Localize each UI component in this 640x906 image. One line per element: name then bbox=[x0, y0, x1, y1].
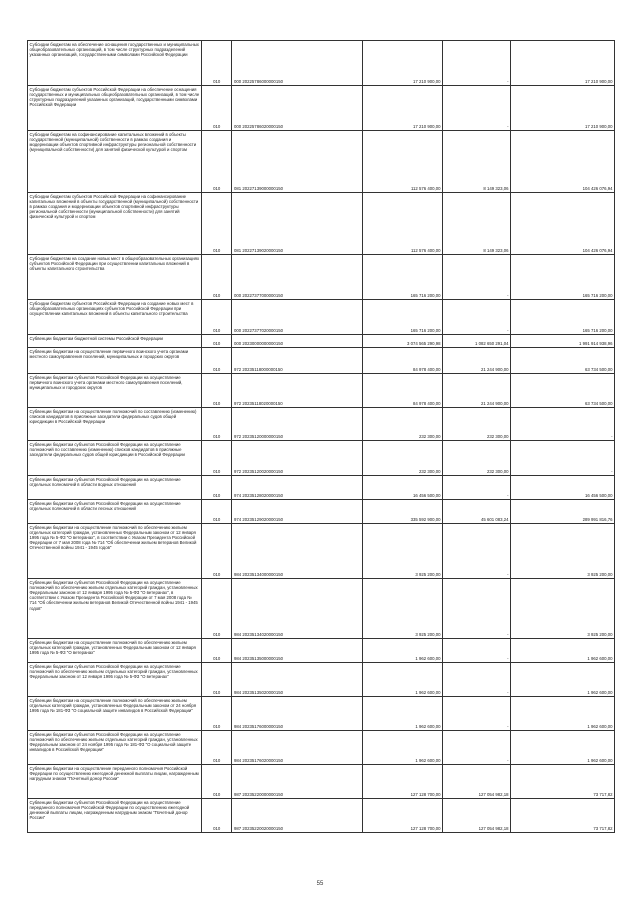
row-unexecuted: 289 991 816,76 bbox=[511, 500, 615, 524]
row-executed: - bbox=[443, 731, 511, 765]
row-unexecuted: 73 717,82 bbox=[511, 765, 615, 799]
table-row bbox=[28, 765, 615, 799]
row-name: Субвенции бюджетам на осуществление переданного полномочия Российской Федерации по осуществлению ежегодной денежной выплаты лицам, награжденным нагрудным знаком "Почетный донор России" bbox=[28, 765, 202, 799]
row-code: 010 bbox=[202, 193, 232, 255]
row-executed: 232 300,00 bbox=[443, 441, 511, 476]
row-approved: 16 456 500,00 bbox=[363, 476, 443, 500]
row-kbk: 984 20235176020000150 bbox=[232, 731, 363, 765]
row-name: Субвенции бюджетам субъектов Российской Федерации на осуществление отдельных полномочий в области лесных отношений bbox=[28, 500, 202, 524]
row-kbk: 984 20235134020000150 bbox=[232, 579, 363, 639]
row-executed: 1 082 650 291,04 bbox=[443, 335, 511, 348]
table-row bbox=[28, 639, 615, 663]
table-row bbox=[28, 335, 615, 348]
row-name: Субсидии бюджетам субъектов Российской Федерации на софинансирование капитальных вложений в объекты государственной (муниципальной) собственности в рамках создания и модернизации объектов спортивной инфраструктуры региональной собственности (муниципальной собственности) для занятий физической культурой и спортом bbox=[28, 193, 202, 255]
row-unexecuted: 3 925 200,00 bbox=[511, 579, 615, 639]
row-kbk: 987 20235220020000150 bbox=[232, 799, 363, 833]
row-code: 010 bbox=[202, 476, 232, 500]
row-unexecuted: 16 456 500,00 bbox=[511, 476, 615, 500]
row-unexecuted: 3 925 200,00 bbox=[511, 524, 615, 579]
row-name: Субвенции бюджетам субъектов Российской Федерации на осуществление полномочий по обеспечению жильем отдельных категорий граждан, установленных Федеральным законом от 24 ноября 1995 года № 181-ФЗ "О социальной защите инвалидов в Российской Федерации" bbox=[28, 731, 202, 765]
table-row bbox=[28, 697, 615, 731]
row-code: 010 bbox=[202, 255, 232, 300]
table-row bbox=[28, 131, 615, 193]
row-kbk: 081 20227139000000150 bbox=[232, 131, 363, 193]
row-unexecuted: 1 991 914 938,96 bbox=[511, 335, 615, 348]
row-approved: 127 128 700,00 bbox=[363, 799, 443, 833]
row-name: Субвенции бюджетам субъектов Российской Федерации на осуществление переданного полномочия Российской Федерации по осуществлению ежегодной денежной выплаты лицам, награжденным нагрудным знаком "Почетный донор России" bbox=[28, 799, 202, 833]
row-unexecuted: 73 717,82 bbox=[511, 799, 615, 833]
row-executed: - bbox=[443, 579, 511, 639]
table-row bbox=[28, 441, 615, 476]
row-executed: - bbox=[443, 697, 511, 731]
report-sheet bbox=[27, 40, 614, 833]
row-code: 010 bbox=[202, 41, 232, 86]
row-kbk: 984 20235176000000150 bbox=[232, 697, 363, 731]
row-executed: - bbox=[443, 639, 511, 663]
row-approved: 112 576 400,00 bbox=[363, 131, 443, 193]
row-name: Субвенции бюджетам субъектов Российской Федерации на осуществление отдельных полномочий в области водных отношений bbox=[28, 476, 202, 500]
table-row bbox=[28, 579, 615, 639]
row-executed: - bbox=[443, 524, 511, 579]
row-kbk: 987 20235220000000150 bbox=[232, 765, 363, 799]
table-row bbox=[28, 476, 615, 500]
row-code: 010 bbox=[202, 441, 232, 476]
table-row bbox=[28, 524, 615, 579]
row-unexecuted: - bbox=[511, 441, 615, 476]
row-name: Субвенции бюджетам на осуществление первичного воинского учета органами местного самоуправления поселений, муниципальных и городских округов bbox=[28, 348, 202, 374]
row-code: 010 bbox=[202, 408, 232, 441]
row-kbk: 974 20235129020000150 bbox=[232, 500, 363, 524]
table-row bbox=[28, 193, 615, 255]
row-code: 010 bbox=[202, 300, 232, 335]
row-name: Субсидии бюджетам субъектов Российской Федерации на создание новых мест в общеобразовательных организациях субъектов Российской Федерации при осуществлении капитальных вложений в объекты капитального строительства bbox=[28, 300, 202, 335]
row-unexecuted: 17 210 900,00 bbox=[511, 41, 615, 86]
row-approved: 112 576 400,00 bbox=[363, 193, 443, 255]
row-approved: 1 962 600,00 bbox=[363, 663, 443, 697]
row-code: 010 bbox=[202, 697, 232, 731]
row-code: 010 bbox=[202, 579, 232, 639]
row-code: 010 bbox=[202, 799, 232, 833]
table-row bbox=[28, 500, 615, 524]
row-code: 010 bbox=[202, 731, 232, 765]
row-name: Субвенции бюджетам бюджетной системы Российской Федерации bbox=[28, 335, 202, 348]
row-kbk: 000 20227377000000150 bbox=[232, 255, 363, 300]
row-unexecuted: 165 716 200,00 bbox=[511, 300, 615, 335]
row-code: 010 bbox=[202, 663, 232, 697]
row-name: Субвенции бюджетам на осуществление полномочий по обеспечению жильем отдельных категорий граждан, установленных Федеральным законом от 12 января 1995 года № 5-ФЗ "О ветеранах", в соответствии с Указом Президента Российской Федерации от 7 мая 2008 года № 714 "Об обеспечении жильем ветеранов Великой Отечественной войны 1941 - 1945 годов" bbox=[28, 524, 202, 579]
row-approved: 84 978 400,00 bbox=[363, 374, 443, 408]
row-kbk: 000 20225786020000150 bbox=[232, 86, 363, 131]
table-row bbox=[28, 348, 615, 374]
row-executed: - bbox=[443, 300, 511, 335]
row-unexecuted: 1 962 600,00 bbox=[511, 663, 615, 697]
table-row bbox=[28, 408, 615, 441]
row-name: Субсидии бюджетам на софинансирование капитальных вложений в объекты государственной (муниципальной) собственности в рамках создания и модернизации объектов спортивной инфраструктуры региональной собственности (муниципальной собственности) для занятий физической культурой и спортом bbox=[28, 131, 202, 193]
row-name: Субвенции бюджетам субъектов Российской Федерации на осуществление полномочий по обеспечению жильем отдельных категорий граждан, установленных Федеральным законом от 12 января 1995 года № 5-ФЗ "О ветеранах" bbox=[28, 663, 202, 697]
row-unexecuted: 104 426 076,94 bbox=[511, 193, 615, 255]
row-approved: 3 925 200,00 bbox=[363, 524, 443, 579]
row-approved: 232 300,00 bbox=[363, 441, 443, 476]
table-body bbox=[28, 41, 615, 833]
row-name: Субвенции бюджетам на осуществление полномочий по обеспечению жильем отдельных категорий граждан, установленных Федеральным законом от 24 ноября 1995 года № 181-ФЗ "О социальной защите инвалидов в Российской Федерации" bbox=[28, 697, 202, 731]
page-number: 55 bbox=[316, 881, 324, 887]
row-name: Субвенции бюджетам субъектов Российской Федерации на осуществление первичного воинского учета органами местного самоуправления поселений, муниципальных и городских округов bbox=[28, 374, 202, 408]
row-name: Субсидии бюджетам на обеспечение оснащения государственных и муниципальных общеобразовательных организаций, в том числе структурных подразделений указанных организаций, государственными символами Российской Федерации bbox=[28, 41, 202, 86]
row-executed: 127 054 982,18 bbox=[443, 765, 511, 799]
row-name: Субвенции бюджетам на осуществление полномочий по составлению (изменению) списков кандидатов в присяжные заседатели федеральных судов общей юрисдикции в Российской Федерации bbox=[28, 408, 202, 441]
row-kbk: 984 20235135000000150 bbox=[232, 639, 363, 663]
table-row bbox=[28, 374, 615, 408]
row-approved: 127 128 700,00 bbox=[363, 765, 443, 799]
row-approved: 232 300,00 bbox=[363, 408, 443, 441]
row-unexecuted: 1 962 600,00 bbox=[511, 697, 615, 731]
row-executed: - bbox=[443, 86, 511, 131]
row-unexecuted: 104 426 076,94 bbox=[511, 131, 615, 193]
row-unexecuted: 165 716 200,00 bbox=[511, 255, 615, 300]
row-approved: 165 716 200,00 bbox=[363, 255, 443, 300]
table-row bbox=[28, 41, 615, 86]
row-approved: 17 210 900,00 bbox=[363, 86, 443, 131]
row-unexecuted: 17 210 900,00 bbox=[511, 86, 615, 131]
row-code: 010 bbox=[202, 639, 232, 663]
row-kbk: 000 20227377020000150 bbox=[232, 300, 363, 335]
row-approved: 3 074 565 290,98 bbox=[363, 335, 443, 348]
row-executed: 21 244 900,00 bbox=[443, 348, 511, 374]
budget-table bbox=[27, 40, 615, 833]
row-executed: 8 149 323,06 bbox=[443, 131, 511, 193]
row-executed: 45 601 083,24 bbox=[443, 500, 511, 524]
row-code: 010 bbox=[202, 765, 232, 799]
table-row bbox=[28, 663, 615, 697]
row-executed: - bbox=[443, 41, 511, 86]
row-code: 010 bbox=[202, 374, 232, 408]
row-name: Субвенции бюджетам субъектов Российской Федерации на осуществление полномочий по составлению (изменению) списков кандидатов в присяжные заседатели федеральных судов общей юрисдикции в Российской Федерации bbox=[28, 441, 202, 476]
row-executed: - bbox=[443, 663, 511, 697]
table-row bbox=[28, 300, 615, 335]
row-executed: 8 149 323,06 bbox=[443, 193, 511, 255]
row-code: 010 bbox=[202, 131, 232, 193]
row-executed: - bbox=[443, 255, 511, 300]
row-code: 010 bbox=[202, 335, 232, 348]
row-kbk: 972 20235120020000150 bbox=[232, 441, 363, 476]
row-executed: - bbox=[443, 476, 511, 500]
row-approved: 1 962 600,00 bbox=[363, 697, 443, 731]
row-unexecuted: 63 734 500,00 bbox=[511, 374, 615, 408]
row-name: Субсидии бюджетам субъектов Российской Федерации на обеспечение оснащения государственных и муниципальных общеобразовательных организаций, в том числе структурных подразделений указанных организаций, государственными символами Российской Федерации bbox=[28, 86, 202, 131]
row-unexecuted: - bbox=[511, 408, 615, 441]
row-executed: 21 244 900,00 bbox=[443, 374, 511, 408]
row-unexecuted: 1 962 600,00 bbox=[511, 639, 615, 663]
row-approved: 3 925 200,00 bbox=[363, 579, 443, 639]
row-code: 010 bbox=[202, 524, 232, 579]
row-kbk: 972 20235118000000150 bbox=[232, 348, 363, 374]
row-kbk: 984 20235134000000150 bbox=[232, 524, 363, 579]
row-kbk: 972 20235118020000150 bbox=[232, 374, 363, 408]
row-kbk: 000 20230000000000150 bbox=[232, 335, 363, 348]
row-approved: 1 962 600,00 bbox=[363, 639, 443, 663]
row-executed: 127 054 982,18 bbox=[443, 799, 511, 833]
table-row bbox=[28, 731, 615, 765]
row-kbk: 984 20235135020000150 bbox=[232, 663, 363, 697]
table-row bbox=[28, 255, 615, 300]
row-unexecuted: 63 734 500,00 bbox=[511, 348, 615, 374]
table-row bbox=[28, 799, 615, 833]
row-executed: 232 300,00 bbox=[443, 408, 511, 441]
row-name: Субвенции бюджетам субъектов Российской Федерации на осуществление полномочий по обеспечению жильем отдельных категорий граждан, установленных Федеральным законом от 12 января 1995 года № 5-ФЗ "О ветеранах", в соответствии с Указом Президента Российской Федерации от 7 мая 2008 года № 714 "Об обеспечении жильем ветеранов Великой Отечественной войны 1941 - 1945 годов" bbox=[28, 579, 202, 639]
row-kbk: 974 20235128020000150 bbox=[232, 476, 363, 500]
row-unexecuted: 1 962 600,00 bbox=[511, 731, 615, 765]
row-code: 010 bbox=[202, 348, 232, 374]
row-kbk: 000 20225786000000150 bbox=[232, 41, 363, 86]
row-approved: 335 592 900,00 bbox=[363, 500, 443, 524]
row-approved: 17 210 900,00 bbox=[363, 41, 443, 86]
row-approved: 84 978 400,00 bbox=[363, 348, 443, 374]
row-code: 010 bbox=[202, 86, 232, 131]
row-code: 010 bbox=[202, 500, 232, 524]
row-approved: 1 962 600,00 bbox=[363, 731, 443, 765]
row-kbk: 972 20235120000000150 bbox=[232, 408, 363, 441]
row-approved: 165 716 200,00 bbox=[363, 300, 443, 335]
row-name: Субсидии бюджетам на создание новых мест в общеобразовательных организациях субъектов Российской Федерации при осуществлении капитальных вложений в объекты капитального строительства bbox=[28, 255, 202, 300]
table-row bbox=[28, 86, 615, 131]
row-name: Субвенции бюджетам на осуществление полномочий по обеспечению жильем отдельных категорий граждан, установленных Федеральным законом от 12 января 1995 года № 5-ФЗ "О ветеранах" bbox=[28, 639, 202, 663]
row-kbk: 081 20227139020000150 bbox=[232, 193, 363, 255]
